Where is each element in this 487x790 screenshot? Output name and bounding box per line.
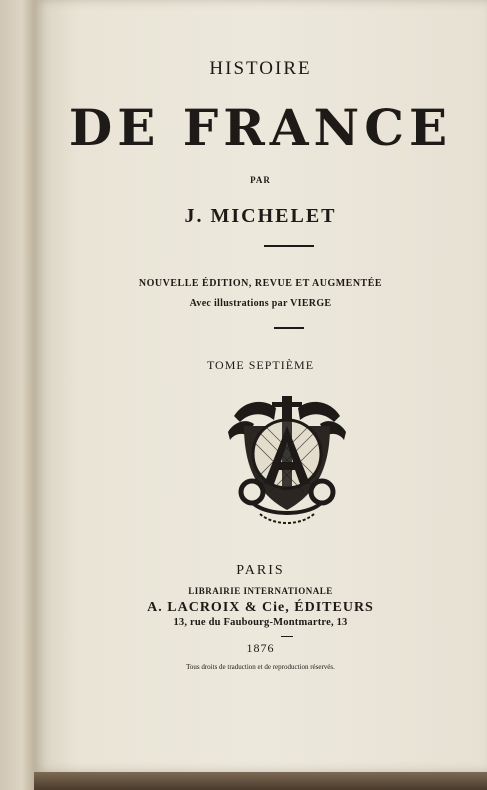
publisher-name: A. LACROIX & Cie, ÉDITEURS: [147, 600, 374, 615]
volume-label: TOME SEPTIÈME: [206, 358, 315, 372]
publication-year: 1876: [246, 641, 275, 655]
bookstore-name: LIBRAIRIE INTERNATIONALE: [188, 586, 333, 596]
title-line-1: HISTOIRE: [209, 58, 312, 79]
title-line-2: DE FRANCE: [68, 98, 453, 157]
divider-rule: [281, 636, 293, 637]
book-bottom-edge: [34, 772, 487, 790]
title-page: [34, 0, 487, 772]
publisher-address: 13, rue du Faubourg-Montmartre, 13: [173, 617, 348, 628]
publisher-monogram-emblem-icon: [224, 392, 350, 530]
edition-note: NOUVELLE ÉDITION, REVUE ET AUGMENTÉE: [138, 278, 383, 289]
by-label: PAR: [250, 175, 271, 185]
publication-city: PARIS: [236, 563, 285, 578]
divider-rule: [264, 245, 314, 247]
author-name: J. MICHELET: [184, 205, 337, 227]
facing-page-edge: [0, 0, 36, 790]
divider-rule: [274, 327, 304, 329]
illustrations-note: Avec illustrations par VIERGE: [189, 298, 332, 309]
rights-notice: Tous droits de traduction et de reproduction réservés.: [186, 663, 335, 671]
